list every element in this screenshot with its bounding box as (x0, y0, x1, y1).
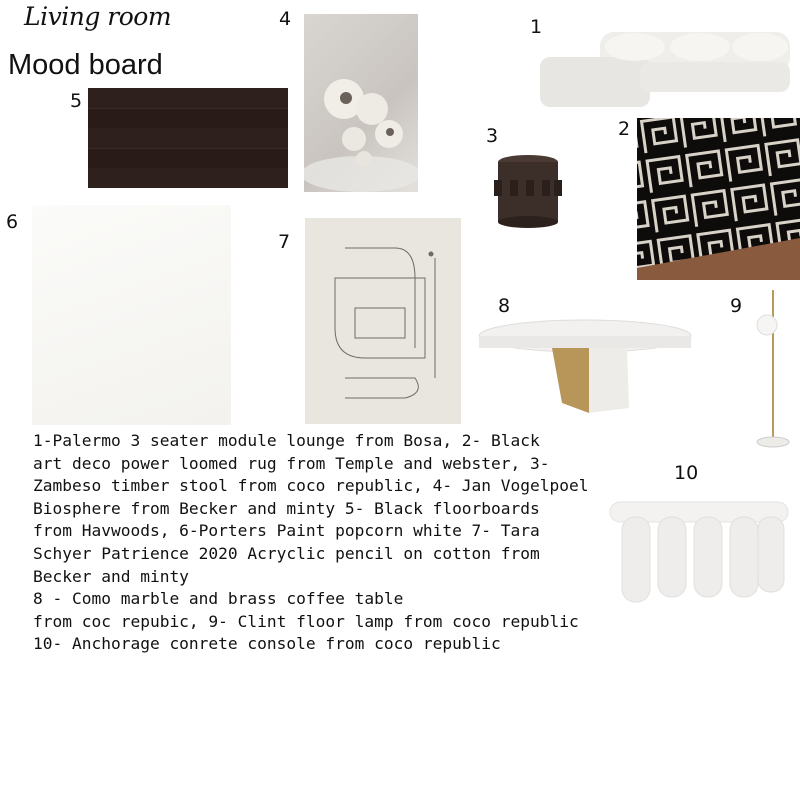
description-line: 10- Anchorage conrete console from coco republic (33, 634, 501, 654)
label-1: 1 (530, 16, 543, 38)
label-2: 2 (618, 118, 631, 140)
description-line: Zambeso timber stool from coco republic, 4- Jan Vogelpoel (33, 476, 589, 496)
image-rug (637, 118, 800, 280)
description-line: from coc repubic, 9- Clint floor lamp from coco republic (33, 611, 579, 631)
label-3: 3 (486, 125, 499, 147)
image-artwork (305, 218, 461, 424)
image-paint-swatch (32, 205, 231, 425)
description-line: from Havwoods, 6-Porters Paint popcorn white 7- Tara (33, 521, 540, 541)
image-floorboards (88, 88, 288, 188)
image-coffee-table (477, 318, 693, 420)
description-line: art deco power loomed rug from Temple and webster, 3- (33, 453, 550, 473)
description-line: 8 - Como marble and brass coffee table (33, 589, 404, 609)
label-10: 10 (674, 462, 699, 484)
description-line: 1-Palermo 3 seater module lounge from Bosa, 2- Black (33, 431, 540, 450)
sofa-icon (540, 12, 798, 110)
description-text (33, 430, 673, 656)
description-line: Biosphere from Becker and minty 5- Black floorboards (33, 498, 540, 518)
artwork-lines-icon (305, 218, 461, 424)
description-line: Schyer Patrience 2020 Acryclic pencil on cotton from (33, 543, 540, 563)
coffee-table-icon (477, 318, 693, 420)
label-4: 4 (279, 8, 292, 30)
description-line: Becker and minty (33, 566, 189, 586)
label-8: 8 (498, 295, 511, 317)
image-stool (480, 150, 576, 230)
greek-key-pattern-icon (637, 118, 800, 280)
image-floor-lamp (745, 285, 795, 450)
label-6: 6 (6, 211, 19, 233)
label-7: 7 (278, 231, 291, 253)
image-sofa (540, 12, 798, 110)
sculpture-icon (304, 14, 418, 192)
label-9: 9 (730, 295, 743, 317)
image-sculpture (304, 14, 418, 192)
stool-icon (480, 150, 576, 230)
label-5: 5 (70, 90, 83, 112)
page-title: Mood board (8, 49, 163, 81)
title-script: Living room (24, 2, 172, 31)
floor-lamp-icon (745, 285, 795, 450)
